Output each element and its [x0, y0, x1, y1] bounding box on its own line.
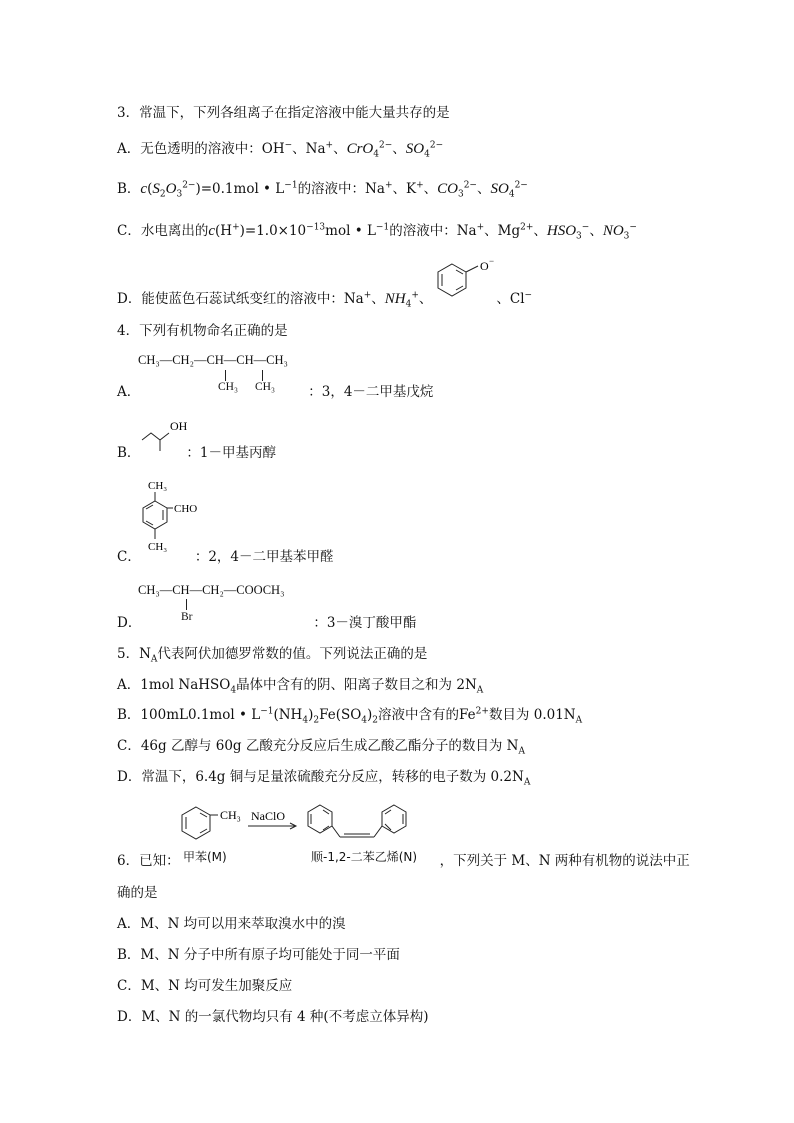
- q4-option-d: D． ：3－溴丁酸甲酯: [117, 615, 417, 631]
- q6-reagent: NaClO: [251, 809, 285, 823]
- q6-option-d: D．M、N 的一氯代物均只有 4 种(不考虑立体异构): [117, 1009, 429, 1025]
- q6-option-c: C．M、N 均可发生加聚反应: [117, 978, 293, 994]
- q3-option-b: B．$c(S_2O_3^{2-})=0.1mol$ • $L^{-1}$的溶液中：Na+、K+、$CO_3^{2-}$、$SO_4^{2-}$: [117, 180, 528, 200]
- q4-stem: 4．下列有机物命名正确的是: [117, 323, 288, 339]
- q6-reactant-label: 甲苯(M): [183, 850, 227, 864]
- q4-d-formula-row1: CH₃—CH—CH₂—COOCH₃: [138, 583, 285, 597]
- phenoxide-structure: [428, 252, 508, 304]
- q4-c-cho: CHO: [174, 503, 198, 515]
- q3-option-a: A．无色透明的溶液中：OH−、Na+、CrO$_4^{2-}$、$SO_4^{2-}$: [117, 140, 444, 160]
- phenoxide-charge: −: [489, 256, 495, 266]
- q4-option-c: C． ：2，4－二甲基苯甲醛: [117, 549, 334, 565]
- q3-stem: 3．常温下，下列各组离子在指定溶液中能大量共存的是: [117, 105, 450, 121]
- q4-c-ch3-bottom: CH₃: [148, 541, 168, 553]
- q4-a-formula-row1: CH₃—CH₂—CH—CH—CH₃: [138, 353, 288, 367]
- q6-option-a: A．M、N 均可以用来萃取溴水中的溴: [117, 916, 346, 932]
- q5-stem: 5．$N_A$代表阿伏加德罗常数的值。下列说法正确的是: [117, 646, 428, 665]
- q4-d-bond: [186, 599, 187, 610]
- q4-a-bond1: [225, 370, 226, 381]
- q4-option-a: A． ：3，4－二甲基戊烷: [117, 384, 434, 400]
- q4-b-oh: OH: [170, 419, 188, 433]
- q4-a-branch1: CH₃: [218, 381, 238, 393]
- q6-product-label: 顺-1,2-二苯乙烯(N): [311, 850, 418, 864]
- q6-stem-cont: 确的是: [117, 885, 158, 901]
- q6-ch3: CH₃: [220, 808, 241, 822]
- q5-option-c: C．46g 乙醇与 60g 乙酸充分反应后生成乙酸乙酯分子的数目为 $N_A$: [117, 738, 525, 757]
- q5-option-d: D．常温下，6.4g 铜与足量浓硫酸充分反应，转移的电子数为 $0.2N_A$: [117, 769, 531, 788]
- q3-option-c: C．水电离出的$c(H^+)=1.0\times 10^{-13}mol$ • $L^{-1}$的溶液中：Na+、$Mg^{2+}$、$HSO_3^-$、$NO_3^-$: [117, 222, 637, 242]
- q4-a-bond2: [262, 370, 263, 381]
- q4-c-ch3-top: CH₃: [148, 480, 168, 492]
- q5-option-a: A．1mol NaHSO$_4$晶体中含有的阴、阳离子数目之和为 $2N_A$: [117, 677, 484, 696]
- q3-option-d: D．能使蓝色石蕊试纸变红的溶液中：Na+、$NH_4^+$、 、Cl−: [117, 290, 533, 310]
- q4-option-b: B． ：1－甲基丙醇: [117, 445, 277, 461]
- q4-a-branch2: CH₃: [255, 381, 275, 393]
- phenoxide-oxygen: O: [480, 259, 489, 273]
- q5-option-b: B．100mL0.1mol • $L^{-1}(NH_4)_2Fe(SO_4)_2$溶液中含有的$Fe^{2+}$数目为 $0.01N_A$: [117, 706, 583, 726]
- q4-d-br: Br: [181, 611, 193, 623]
- q6-option-b: B．M、N 分子中所有原子均可能处于同一平面: [117, 947, 400, 963]
- q6-stem: 6．已知： ，下列关于 M、N 两种有机物的说法中正: [117, 853, 690, 869]
